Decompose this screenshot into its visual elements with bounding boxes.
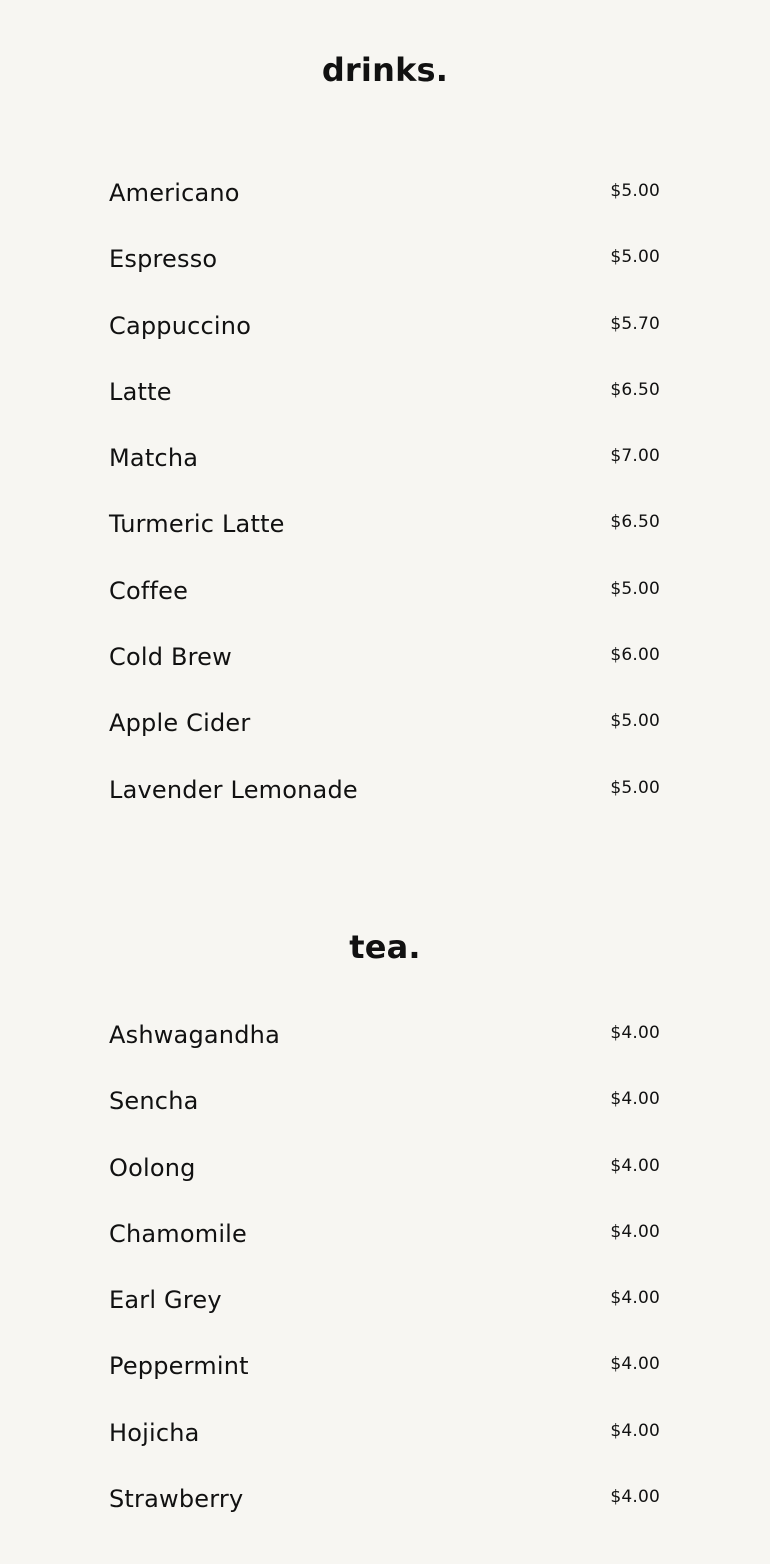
menu-item [109,162,660,228]
menu-item [109,1203,660,1269]
menu-item-name: Sencha [109,1087,199,1116]
menu-item [109,1269,660,1335]
menu-item-name: Ashwagandha [109,1021,280,1049]
menu-item-price: $4.00 [610,1155,660,1176]
menu-item [109,427,660,493]
menu-item [109,1004,660,1070]
menu-item-name: Hojicha [109,1418,200,1447]
menu-item-price: $6.50 [610,512,660,533]
drinks-menu-list [109,162,660,825]
menu-item-name: Earl Grey [109,1286,222,1315]
menu-item-price: $5.00 [610,777,660,798]
menu-item-price: $4.00 [610,1288,660,1309]
menu-item [109,1402,660,1468]
menu-item-price: $5.00 [610,247,660,268]
menu-item-name: Americano [109,179,240,207]
menu-item-name: Espresso [109,245,218,274]
menu-item-price: $5.70 [610,313,660,334]
tea-section-title: tea. [349,928,421,966]
menu-item-name: Turmeric Latte [109,510,285,539]
menu-item-price: $5.00 [610,181,660,201]
menu-item-price: $4.00 [610,1420,660,1441]
menu-item-name: Matcha [109,444,199,473]
menu-item [109,493,660,559]
menu-item [109,759,660,825]
menu-item [109,361,660,427]
menu-item [109,295,660,361]
menu-item [109,1468,660,1534]
menu-item-name: Lavender Lemonade [109,775,358,804]
menu-item-name: Strawberry [109,1485,244,1514]
menu-item-name: Oolong [109,1153,196,1182]
menu-item-name: Coffee [109,576,189,605]
menu-item-name: Apple Cider [109,709,251,738]
menu-item [109,692,660,758]
menu-item [109,626,660,692]
menu-item [109,1070,660,1136]
menu-item-name: Chamomile [109,1219,248,1248]
menu-item-name: Cold Brew [109,643,232,672]
menu-item-name: Latte [109,377,172,406]
menu-item-price: $4.00 [610,1023,660,1043]
menu-item-price: $4.00 [610,1354,660,1375]
menu-item-price: $4.00 [610,1089,660,1110]
menu-item-price: $4.00 [610,1221,660,1242]
menu-item-price: $4.00 [610,1487,660,1508]
menu-item [109,228,660,294]
drinks-section-title: drinks. [321,51,449,89]
menu-item-price: $6.00 [610,645,660,666]
menu-item [109,1335,660,1401]
menu-item [109,560,660,626]
menu-item-name: Peppermint [109,1352,249,1381]
tea-menu-list [109,1004,660,1534]
menu-item [109,1137,660,1203]
menu-item-price: $7.00 [610,446,660,467]
menu-item-price: $5.00 [610,578,660,599]
menu-item-price: $6.50 [610,379,660,400]
menu-item-price: $5.00 [610,711,660,732]
menu-item-name: Cappuccino [109,311,252,340]
